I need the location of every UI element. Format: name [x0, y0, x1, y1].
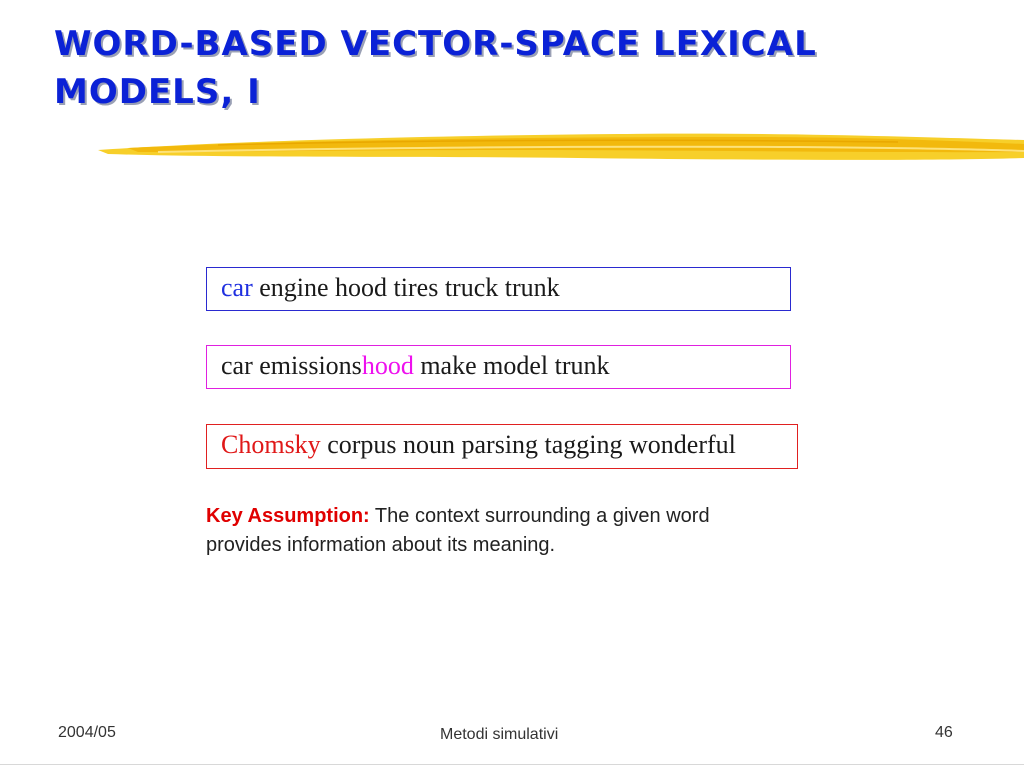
- target-word-hood: hood: [361, 351, 414, 380]
- footer-page-number: 46: [935, 724, 953, 741]
- context-words-before: car emissions: [221, 351, 362, 380]
- context-box-chomsky: [206, 424, 798, 469]
- slide-title: [54, 20, 954, 116]
- context-words: engine hood tires truck trunk: [252, 273, 560, 302]
- key-assumption: [206, 502, 766, 560]
- key-assumption-label: Key Assumption:: [206, 505, 370, 527]
- slide-title-line-2: MODELS, I: [54, 72, 261, 112]
- slide-title-line-1: WORD-BASED VECTOR-SPACE LEXICAL: [54, 24, 817, 64]
- footer-divider: [0, 764, 1024, 765]
- yellow-brush-stroke: [98, 128, 1024, 168]
- context-box-car: [206, 267, 791, 311]
- target-word-car: car: [221, 273, 253, 302]
- footer-course: Metodi simulativi: [440, 726, 559, 743]
- context-box-hood: [206, 345, 791, 389]
- context-words-after: make model trunk: [413, 351, 610, 380]
- footer-date: 2004/05: [58, 724, 116, 741]
- target-word-chomsky: Chomsky: [221, 430, 321, 459]
- context-words: corpus noun parsing tagging wonderful: [320, 430, 736, 459]
- key-assumption-text: The context surrounding a given word provides information about its meaning.: [206, 505, 710, 556]
